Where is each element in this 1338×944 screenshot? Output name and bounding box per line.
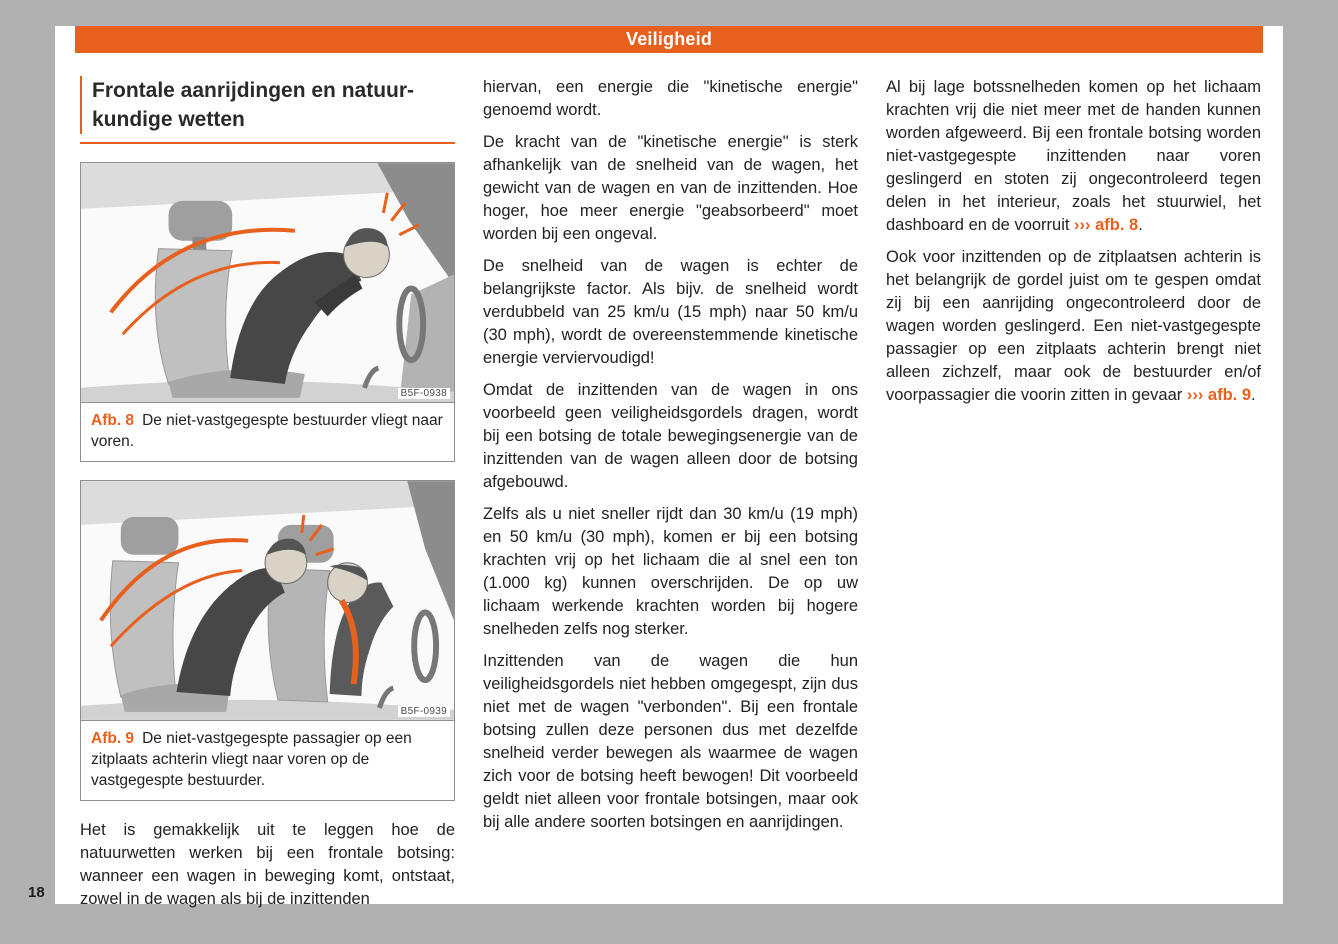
text-segment: Inzittenden van de wagen die hun veiligheidsgordels niet hebben omgegespt, zijn dus niet met de wagen "verbonden". Bij een frontale botsing zullen deze personen dus met dezelfde snelheid verder bewegen als waarmee de wagen zich voor de botsing heeft bewogen! Dit voorbeeld geldt niet alleen voor frontale botsingen, maar ook bij alle andere soorten botsingen en aanrijdingen. bbox=[483, 652, 858, 831]
paragraph bbox=[483, 255, 858, 370]
paragraph bbox=[483, 650, 858, 834]
page-content bbox=[80, 76, 1261, 908]
figure-caption-text: De niet-vastgegespte passagier op een zitplaats achterin vliegt naar voren op de vastgegespte bestuurder. bbox=[91, 730, 412, 789]
text-segment: De kracht van de "kinetische energie" is sterk afhankelijk van de snelheid van de wagen, het gewicht van de wagen en van de inzittenden. Hoe hoger, hoe meer energie "geabsorbeerd" moet worden bij een ongeval. bbox=[483, 133, 858, 243]
figure-label: Afb. 9 bbox=[91, 730, 135, 747]
text-segment: De snelheid van de wagen is echter de belangrijkste factor. Als bijv. de snelheid wordt verdubbeld van 25 km/u (15 mph) naar 50 km/u (30 mph), wordt de overeenstemmende kinetische energie verviervoudigd! bbox=[483, 257, 858, 367]
paragraph bbox=[483, 379, 858, 494]
text-segment: . bbox=[1138, 216, 1143, 234]
section-heading-line-1: Frontale aanrijdingen en natuur- bbox=[92, 79, 415, 102]
section-heading-line-2: kundige wetten bbox=[92, 108, 245, 131]
text-segment: hiervan, een energie die "kinetische energie" genoemd wordt. bbox=[483, 78, 858, 119]
middle-column-text bbox=[483, 76, 858, 896]
text-segment: Zelfs als u niet sneller rijdt dan 30 km/u (19 mph) en 50 km/u (30 mph), komen er bij een botsing krachten vrij op het lichaam die al snel een ton (1.000 kg) kunnen overschrijden. De op uw lichaam werkende krachten worden bij hogere snelheden zelfs nog sterker. bbox=[483, 505, 858, 638]
paragraph bbox=[886, 246, 1261, 407]
right-column-text bbox=[886, 76, 1261, 896]
page-header-bar bbox=[75, 26, 1263, 53]
text-segment: Het is gemakkelijk uit te leggen hoe de natuurwetten werken bij een frontale botsing: wanneer een wagen in beweging komt, ontstaat, zowel in de wagen als bij de inzittenden bbox=[80, 821, 455, 908]
page-header-title: Veiligheid bbox=[625, 29, 713, 49]
page-number: 18 bbox=[28, 884, 45, 901]
text-segment: Omdat de inzittenden van de wagen in ons voorbeeld geen veiligheidsgordels dragen, wordt bij een botsing de totale bewegingsenergie van de inzittenden van de wagen alleen door de botsing afgebouwd. bbox=[483, 381, 858, 491]
paragraph bbox=[483, 503, 858, 641]
text-segment: Ook voor inzittenden op de zitplaatsen achterin is het belangrijk de gordel juist om te gespen omdat zij bij een aanrijding ongecontroleerd door de wagen worden geslingerd. Een niet-vastgegespte passagier op een zitplaats achterin brengt niet alleen zichzelf, maar ook de bestuurder en/of voorpassagier die voorin zitten in gevaar bbox=[886, 248, 1261, 404]
paragraph bbox=[886, 76, 1261, 237]
left-column-text bbox=[80, 819, 455, 911]
figure-reference: ››› afb. 9 bbox=[1186, 386, 1252, 404]
text-segment: Al bij lage botssnelheden komen op het lichaam krachten vrij die niet meer met de handen kunnen worden afgeweerd. Bij een frontale botsing worden niet-vastgegespte inzittenden naar voren geslingerd en stoten zij ongecontroleerd tegen delen in het interieur, zoals het stuurwiel, het dashboard en de voorruit bbox=[886, 78, 1261, 234]
figure-afb-9-caption bbox=[81, 721, 454, 800]
left-column bbox=[80, 76, 455, 908]
car-interior-driver-illustration bbox=[81, 163, 454, 402]
figure-label: Afb. 8 bbox=[91, 412, 135, 429]
heading-rule bbox=[80, 142, 455, 144]
figure-code: B5F-0939 bbox=[398, 706, 450, 717]
car-interior-rear-passenger-illustration bbox=[81, 481, 454, 720]
text-segment: . bbox=[1251, 386, 1256, 404]
figure-afb-9-illustration bbox=[81, 481, 454, 721]
figure-reference: ››› afb. 8 bbox=[1074, 216, 1139, 234]
figure-afb-8-illustration bbox=[81, 163, 454, 403]
manual-page bbox=[55, 26, 1283, 908]
paragraph bbox=[483, 76, 858, 122]
figure-afb-8-caption bbox=[81, 403, 454, 461]
figure-afb-9 bbox=[80, 480, 455, 801]
section-heading bbox=[80, 76, 455, 144]
figure-afb-8 bbox=[80, 162, 455, 462]
paragraph bbox=[483, 131, 858, 246]
paragraph bbox=[80, 819, 455, 911]
figure-code: B5F-0938 bbox=[398, 388, 450, 399]
figure-caption-text: De niet-vastgegespte bestuurder vliegt naar voren. bbox=[91, 412, 443, 450]
